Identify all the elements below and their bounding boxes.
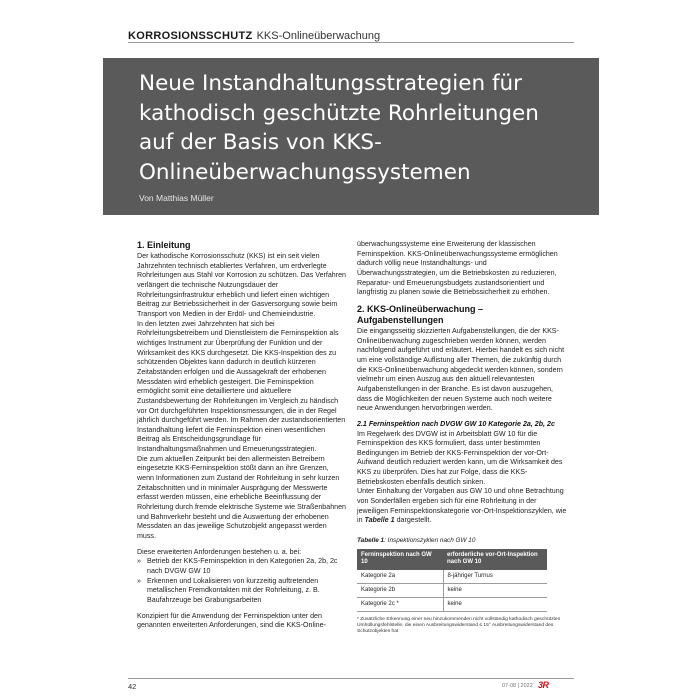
section-heading-aufgabenstellungen: 2. KKS-Onlineüberwachung – Aufgabenstellungen bbox=[357, 303, 484, 325]
issue-label: 07-08 | 2022 bbox=[502, 683, 533, 689]
requirements-list bbox=[137, 557, 347, 605]
paragraph: Der kathodische Korrosionsschutz (KKS) ist ein seit vielen Jahrzehnten technisch etabliertes Verfahren, um erdverlegte Rohrleitungen aus Stahl vor Korrosion zu schützen. Das Verfahren verlängert die technische Nutzungsdauer der Rohrleitungsinfrastruktur erheblich und liefert einen wichtigen Beitrag zur Betriebssicherheit in der Gasversorgung sowie beim Transport von Medien in der Erdöl- und Chemieindustrie. bbox=[137, 252, 346, 318]
table-row bbox=[357, 597, 547, 611]
table-cell: keine bbox=[443, 583, 547, 597]
header-divider bbox=[128, 42, 574, 43]
subsection-label: KKS-Onlineüberwachung bbox=[256, 30, 381, 42]
list-intro: Diese erweiterten Anforderungen bestehen u. a. bei: bbox=[137, 547, 302, 556]
table-row bbox=[357, 570, 547, 584]
paragraph: Konzipiert für die Anwendung der Ferninspektion unter den genannten erweiterten Anforderungen, sind die KKS-Online- bbox=[137, 611, 326, 630]
inspection-cycles-table bbox=[357, 549, 547, 612]
table-cell: Kategorie 2b bbox=[357, 583, 443, 597]
table-header-cell: erforderliche vor-Ort-Inspektion nach GW 10 bbox=[443, 549, 547, 570]
publisher-logo: 3R bbox=[538, 680, 549, 690]
list-item: » Betrieb der KKS-Ferninspektion in den Kategorien 2a, 2b, 2c nach DVGW GW 10 bbox=[137, 557, 347, 576]
table-reference: Tabelle 1 bbox=[364, 516, 395, 525]
paragraph: Die zum aktuellen Zeitpunkt bei den allermeisten Betreibern eingesetzte KKS-Ferninspektion stößt dann an ihre Grenzen, wenn Informationen zum Zustand der Rohrleitung in sehr kurzen Zeitabschnitten und in minimaler Ausprägung der Messwerte erfasst werden müssen, eine erhebliche Beeinflussung der Rohrleitung durch fremde elektrische Systeme wie Straßenbahnen und Bahnverkehr besteht und die Auswertung der erhobenen Messdaten an das jeweilige Schutzobjekt angepasst werden muss. bbox=[137, 454, 346, 541]
left-column bbox=[137, 240, 347, 631]
page-number: 42 bbox=[128, 682, 137, 691]
text-span: Unter Einhaltung der Vorgaben aus GW 10 und ohne Betrachtung von Sonderfällen ergeben sich für eine Rohrleitung in der jeweiligen Ferninspektionskategorie vor-Ort-Inspektionszyklen, wie in bbox=[357, 487, 567, 525]
table-footnote: * Zusätzliche Erkennung einer neu hinzukommenden nicht vollständig kathodisch geschützten Umhüllungsfehlstelle, die einen Ausbreitungswiderstand ≤ 15° Ausbreitungswiderstand des Schutzobjektes hat bbox=[357, 616, 561, 635]
table-cell: keine bbox=[443, 597, 547, 611]
table-header-row bbox=[357, 549, 547, 570]
table-header-cell: Ferninspektion nach GW 10 bbox=[357, 549, 443, 570]
article-author: Von Matthias Müller bbox=[139, 193, 214, 203]
caption-text: : Inspektionszyklen nach GW 10 bbox=[384, 537, 476, 545]
table-cell: Kategorie 2c * bbox=[357, 597, 443, 611]
footer-divider bbox=[128, 678, 574, 679]
paragraph: In den letzten zwei Jahrzehnten hat sich bei Rohrleitungsbetreibern und Dienstleistern die Ferninspektion als wichtiges Instrument zur Überprüfung der Funktion und der Wirksamkeit des KKS durchgesetzt. Die KKS-Inspektion des zu schützenden Objektes kann dadurch in deutlich kürzeren Zeitabständen erfolgen und die Aussagekraft der erhobenen Messdaten wird erheblich gesteigert. Die Ferninspektion ermöglicht somit eine detailliertere und aktuellere Zustandsbewertung der Rohrleitungen im Vergleich zu händisch vor Ort durchgeführten Inspektionsmessungen, die in der Regel jährlich durchgeführt werden. Im Rahmen der zustandsorientierten Instandhaltung liefert die Ferninspektion einen wesentlichen Beitrag als Entscheidungsgrundlage für Instandhaltungsmaßnahmen und Erneuerungsstrategien. bbox=[137, 319, 346, 454]
caption-label: Tabelle 1 bbox=[357, 537, 385, 545]
paragraph: Die eingangsseitig skizzierten Aufgabenstellungen, die der KKS-Onlineüberwachung zugeschrieben werden können, werden nachfolgend aufgeführt und erläutert. Hierbei handelt es sich nicht um eine vollständige Auflistung aller Themen, die zukünftig durch die KKS-Onlineüberwachung abgedeckt werden können, sondern vielmehr um einen Auszug aus den aktuell relevantesten Aufgabenstellungen in der Branche. Es ist davon auszugehen, dass die Möglichkeiten der neuen Systeme auch noch weitere neue Anwendungen hervorbringen werden. bbox=[357, 326, 565, 413]
section-label: KORROSIONSSCHUTZ bbox=[128, 30, 253, 42]
section-heading-einleitung: 1. Einleitung bbox=[137, 240, 191, 250]
list-item: » Erkennen und Lokalisieren von kurzzeitig auftretenden metallischen Fremdkontakten mit der Rohrleitung, z. B. Baufahrzeuge bei Grabungsarbeiten bbox=[137, 577, 347, 606]
running-header bbox=[128, 26, 574, 42]
table-cell: 8-jähriger Turnus bbox=[443, 570, 547, 584]
article-title: Neue Instandhaltungsstrategien für kathodisch geschützte Rohrleitungen auf der Basis von KKS-Onlineüberwachungssystemen bbox=[139, 71, 539, 185]
paragraph: Im Regelwerk des DVGW ist in Arbeitsblatt GW 10 für die Ferninspektion des KKS formuliert, dass unter bestimmten Bedingungen im Betrieb der KKS-Ferninspektion der vor-Ort-Aufwand deutlich reduziert werden kann, um die Wirksamkeit des KKS zu überprüfen. Dies hat zur Folge, dass die KKS-Betriebskosten ebenfalls deutlich sinken. bbox=[357, 429, 563, 486]
table-row bbox=[357, 583, 547, 597]
paragraph: überwachungssysteme eine Erweiterung der klassischen Ferninspektion. KKS-Onlineüberwachungssysteme ermöglichen dadurch völlig neue Instandhaltungs- und Überwachungsstrategien, um die Betriebskosten zu reduzieren, Reparatur- und Erneuerungsbudgets zustandsorientiert und langfristig zu planen sowie die Betriebssicherheit zu erhöhen. bbox=[357, 240, 558, 297]
title-banner bbox=[103, 58, 599, 215]
text-span: dargestellt. bbox=[396, 516, 432, 525]
right-column bbox=[357, 240, 567, 636]
paragraph bbox=[357, 487, 567, 526]
table-cell: Kategorie 2a bbox=[357, 570, 443, 584]
subsection-heading: 2.1 Ferninspektion nach DVGW GW 10 Kategorie 2a, 2b, 2c bbox=[357, 419, 555, 428]
table-caption bbox=[357, 536, 567, 546]
